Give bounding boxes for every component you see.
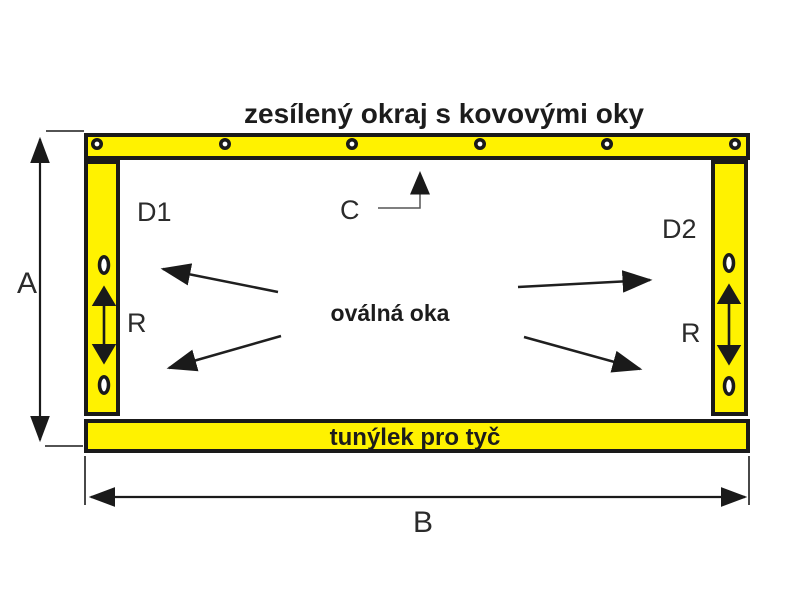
oval-eyelet-icon [725,378,734,394]
pointer-arrow-lower-right [524,337,640,369]
oval-eyelet-icon [725,255,734,271]
round-eyelet-icon [221,140,229,148]
round-eyelet-icon [731,140,739,148]
c-arrowhead-icon [410,171,430,195]
dim-c-label: C [340,195,360,225]
tunnel-label: tunýlek pro tyč [329,424,501,451]
oval-eyelet-icon [100,377,109,393]
top-reinforced-band [86,135,748,158]
round-eyelet-icon [603,140,611,148]
d2-label: D2 [662,214,697,244]
round-eyelet-icon [476,140,484,148]
d1-label: D1 [137,197,172,227]
pointer-arrow-upper-left [163,269,278,292]
pointer-arrow-upper-right [518,280,650,287]
r-label-left: R [127,308,147,338]
dim-a-label: A [17,267,38,300]
diagram-title: zesílený okraj s kovovými oky [244,98,644,129]
dim-b-label: B [413,506,434,539]
pointer-arrow-lower-left [169,336,281,368]
r-label-right: R [681,318,701,348]
oval-eyelets-label: oválná oka [330,300,450,326]
oval-eyelet-icon [100,257,109,273]
round-eyelet-icon [348,140,356,148]
round-eyelet-icon [93,140,101,148]
